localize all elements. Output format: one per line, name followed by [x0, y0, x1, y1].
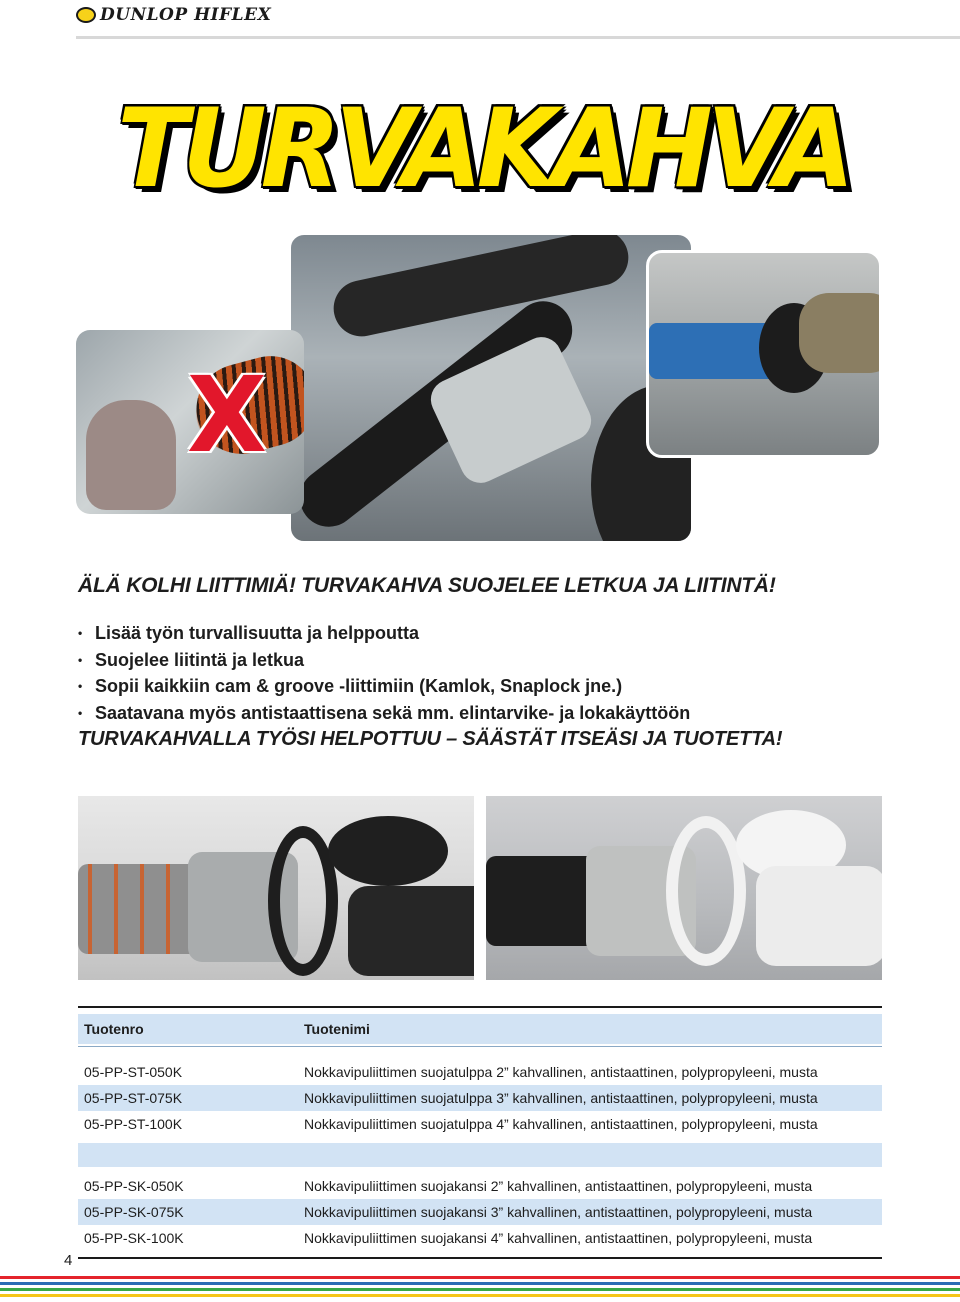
- feature-item: • Lisää työn turvallisuutta ja helppoutta: [78, 620, 690, 647]
- product-code: 05-PP-ST-050K: [84, 1064, 183, 1080]
- table-top-rule: [78, 1006, 882, 1008]
- bullet-icon: •: [78, 679, 83, 693]
- footer-stripe-green: [0, 1288, 960, 1291]
- product-name: Nokkavipuliittimen suojakansi 3” kahvallinen, antistaattinen, polypropyleeni, musta: [304, 1204, 813, 1220]
- photo-cap-shape: [328, 816, 448, 886]
- photo-black-handles: [78, 796, 474, 980]
- product-name: Nokkavipuliittimen suojatulppa 3” kahvallinen, antistaattinen, polypropyleeni, musta: [304, 1090, 818, 1106]
- subheadline: TURVAKAHVALLA TYÖSI HELPOTTUU – SÄÄSTÄT ITSEÄSI JA TUOTETTA!: [78, 728, 783, 750]
- table-spacer-row: [78, 1143, 882, 1167]
- table-row: [78, 1173, 882, 1199]
- table-row: [78, 1225, 882, 1251]
- product-name: Nokkavipuliittimen suojatulppa 4” kahvallinen, antistaattinen, polypropyleeni, musta: [304, 1116, 818, 1132]
- headline: ÄLÄ KOLHI LIITTIMIÄ! TURVAKAHVA SUOJELEE LETKUA JA LIITINTÄ!: [78, 574, 776, 597]
- photo-blue-hose-handle: [646, 250, 882, 458]
- product-code: 05-PP-ST-075K: [84, 1090, 183, 1106]
- product-code: 05-PP-ST-100K: [84, 1116, 183, 1132]
- product-name: Nokkavipuliittimen suojatulppa 2” kahvallinen, antistaattinen, polypropyleeni, musta: [304, 1064, 818, 1080]
- feature-list: [78, 620, 690, 726]
- header-code: Tuotenro: [84, 1021, 144, 1037]
- feature-item: • Suojelee liitintä ja letkua: [78, 647, 690, 674]
- photo-glove-shape: [799, 293, 882, 373]
- feature-item: • Saatavana myös antistaattisena sekä mm. elintarvike- ja lokakäyttöön: [78, 700, 690, 727]
- footer-stripe-blue: [0, 1282, 960, 1285]
- product-name: Nokkavipuliittimen suojakansi 4” kahvallinen, antistaattinen, polypropyleeni, musta: [304, 1230, 813, 1246]
- logo-text: DUNLOP HIFLEX: [100, 5, 272, 25]
- product-code: 05-PP-SK-100K: [84, 1230, 184, 1246]
- footer-stripe-yellow: [0, 1294, 960, 1297]
- photo-cap-shape: [348, 886, 474, 976]
- logo-mark-icon: [76, 7, 96, 23]
- product-code: 05-PP-SK-075K: [84, 1204, 184, 1220]
- photo-wrong-usage: [76, 330, 304, 514]
- product-table: [78, 1006, 882, 1259]
- table-header: [78, 1014, 882, 1044]
- page-number: 4: [64, 1252, 73, 1269]
- table-row: [78, 1111, 882, 1137]
- brand-logo: [76, 4, 271, 26]
- table-row: [78, 1199, 882, 1225]
- table-row: [78, 1085, 882, 1111]
- product-code: 05-PP-SK-050K: [84, 1178, 184, 1194]
- photo-white-handles: [486, 796, 882, 980]
- header-divider: [76, 36, 960, 39]
- header-name: Tuotenimi: [304, 1021, 370, 1037]
- bullet-icon: •: [78, 705, 83, 720]
- feature-item: • Sopii kaikkiin cam & groove -liittimiin (Kamlok, Snaplock jne.): [78, 673, 690, 700]
- photo-cap-shape: [756, 866, 882, 966]
- table-bottom-rule: [78, 1257, 882, 1259]
- photo-fitting-shape: [424, 331, 597, 490]
- product-name: Nokkavipuliittimen suojakansi 2” kahvallinen, antistaattinen, polypropyleeni, musta: [304, 1178, 813, 1194]
- photo-pipe-shape: [328, 232, 633, 342]
- table-row: [78, 1059, 882, 1085]
- footer-stripe-red: [0, 1276, 960, 1279]
- photo-handle-shape: [666, 816, 746, 966]
- photo-truck-hose-connection: [288, 232, 694, 544]
- banner-title: TURVAKAHVA: [117, 83, 849, 213]
- wrong-x-icon: X: [186, 354, 268, 476]
- bullet-icon: •: [78, 652, 83, 667]
- bullet-icon: •: [78, 626, 83, 640]
- photo-hand-shape: [86, 400, 176, 510]
